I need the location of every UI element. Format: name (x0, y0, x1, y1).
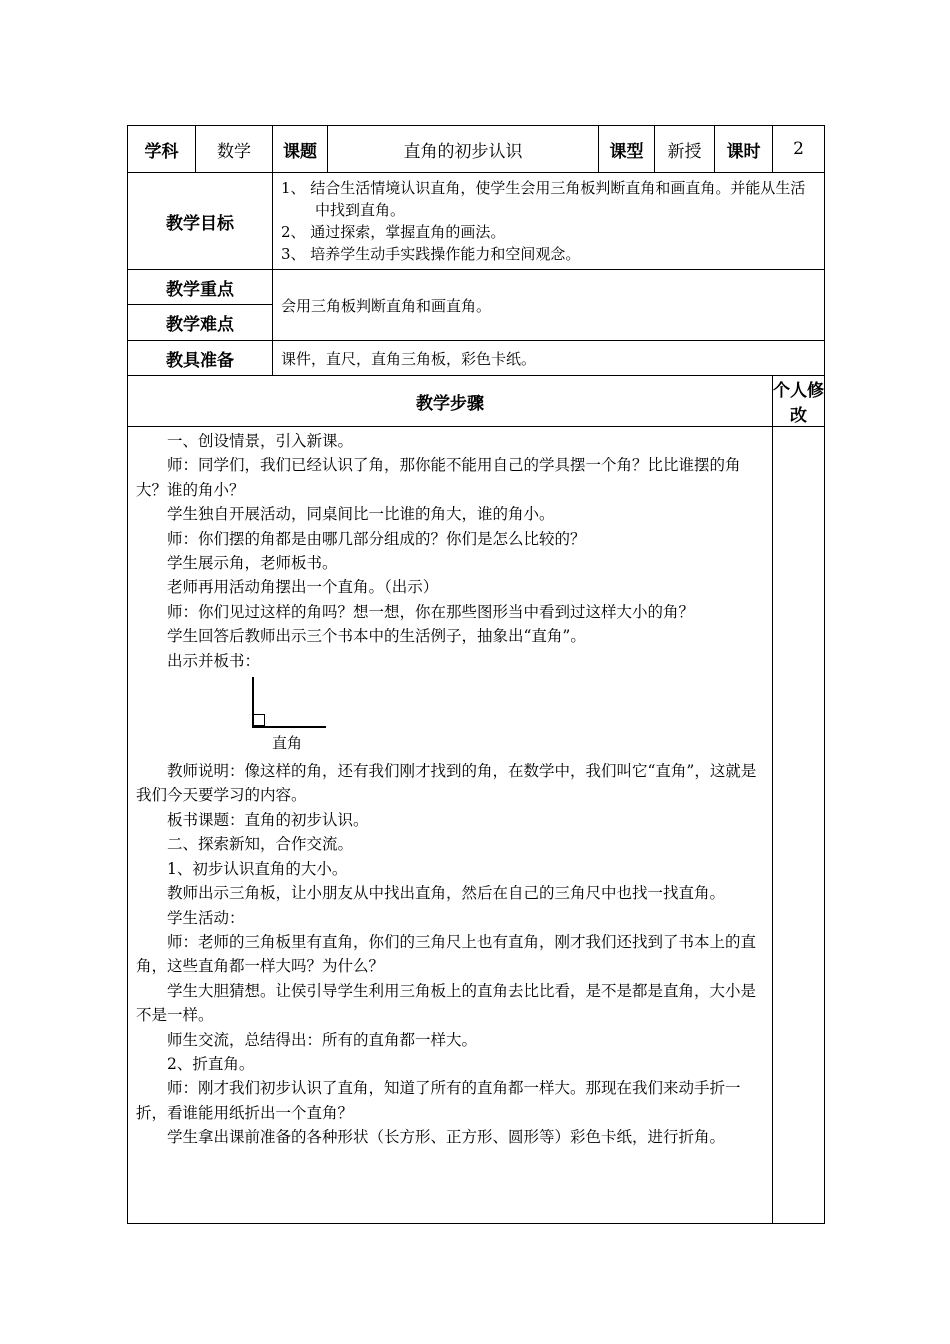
step-paragraph: 师：老师的三角板里有直角，你们的三角尺上也有直角，刚才我们还找到了书本上的直角，这些直角都一样大吗？为什么？ (136, 932, 757, 976)
right-angle-figure (136, 673, 762, 759)
right-angle-marker (253, 714, 265, 726)
step-paragraph: 1、初步认识直角的大小。 (167, 859, 348, 878)
revision-column (773, 427, 825, 1224)
step-paragraph: 学生独自开展活动，同桌间比一比谁的角大，谁的角小。 (167, 505, 555, 524)
key-point-row (128, 270, 825, 305)
steps-header: 教学步骤 (128, 376, 773, 427)
angle-horizontal-ray (252, 726, 326, 728)
lesson-table (127, 125, 825, 1224)
step-paragraph: 师生交流，总结得出：所有的直角都一样大。 (167, 1030, 478, 1049)
revision-header: 个人修改 (773, 376, 825, 427)
steps-content (128, 427, 773, 1224)
step-paragraph: 学生拿出课前准备的各种形状（长方形、正方形、圆形等）彩色卡纸，进行折角。 (167, 1128, 726, 1147)
key-and-difficulty-text: 会用三角板判断直角和画直角。 (273, 270, 825, 341)
step-paragraph: 学生大胆猜想。让侯引导学生利用三角板上的直角去比比看，是不是都是直角，大小是不是一样。 (136, 981, 757, 1025)
step-paragraph: 板书课题：直角的初步认识。 (167, 810, 369, 829)
materials-label: 教具准备 (128, 341, 273, 376)
goal-item: 1、 结合生活情境认识直角，使学生会用三角板判断直角和画直角。并能从生活中找到直角。 (281, 179, 806, 219)
subject-value: 数学 (196, 126, 273, 173)
materials-text: 课件，直尺，直角三角板，彩色卡纸。 (273, 341, 825, 376)
figure-caption: 直角 (272, 734, 303, 753)
type-label: 课型 (599, 126, 655, 173)
goal-item: 2、 通过探索，掌握直角的画法。 (281, 223, 506, 241)
type-value: 新授 (655, 126, 715, 173)
step-paragraph: 学生回答后教师出示三个书本中的生活例子，抽象出“直角”。 (167, 627, 586, 646)
header-row (128, 126, 825, 173)
step-paragraph: 学生活动： (167, 908, 245, 927)
lesson-plan (127, 125, 824, 1224)
step-paragraph: 出示并板书： (167, 651, 261, 670)
step-paragraph: 学生展示角，老师板书。 (167, 554, 338, 573)
hours-label: 课时 (715, 126, 773, 173)
step-paragraph: 师：你们摆的角都是由哪几部分组成的？你们是怎么比较的？ (167, 529, 586, 548)
subject-label: 学科 (128, 126, 196, 173)
difficulty-label: 教学难点 (128, 305, 273, 341)
topic-label: 课题 (273, 126, 328, 173)
topic-value: 直角的初步认识 (328, 126, 599, 173)
goal-item: 3、 培养学生动手实践操作能力和空间观念。 (281, 245, 581, 263)
step-paragraph: 二、探索新知，合作交流。 (167, 835, 354, 854)
goals-label: 教学目标 (128, 173, 273, 270)
key-point-label: 教学重点 (128, 270, 273, 305)
step-paragraph: 教师出示三角板，让小朋友从中找出直角，然后在自己的三角尺中也找一找直角。 (167, 884, 726, 903)
steps-row (128, 427, 825, 1224)
step-paragraph: 师：同学们，我们已经认识了角，那你能不能用自己的学具摆一个角？比比谁摆的角大？谁的角小？ (136, 456, 741, 499)
step-paragraph: 一、创设情景，引入新课。 (167, 432, 354, 450)
goals-content (273, 173, 825, 270)
step-paragraph: 老师再用活动角摆出一个直角。（出示） (167, 578, 439, 597)
step-paragraph: 2、折直角。 (167, 1054, 255, 1073)
step-paragraph: 教师说明：像这样的角，还有我们刚才找到的角，在数学中，我们叫它“直角”，这就是我们今天要学习的内容。 (136, 762, 757, 805)
goals-row (128, 173, 825, 270)
hours-value: 2 (773, 126, 825, 173)
steps-header-row (128, 376, 825, 427)
step-paragraph: 师：刚才我们初步认识了直角，知道了所有的直角都一样大。那现在我们来动手折一折，看谁能用纸折出一个直角？ (136, 1079, 741, 1122)
step-paragraph: 师：你们见过这样的角吗？想一想，你在那些图形当中看到过这样大小的角？ (167, 602, 695, 621)
materials-row (128, 341, 825, 376)
